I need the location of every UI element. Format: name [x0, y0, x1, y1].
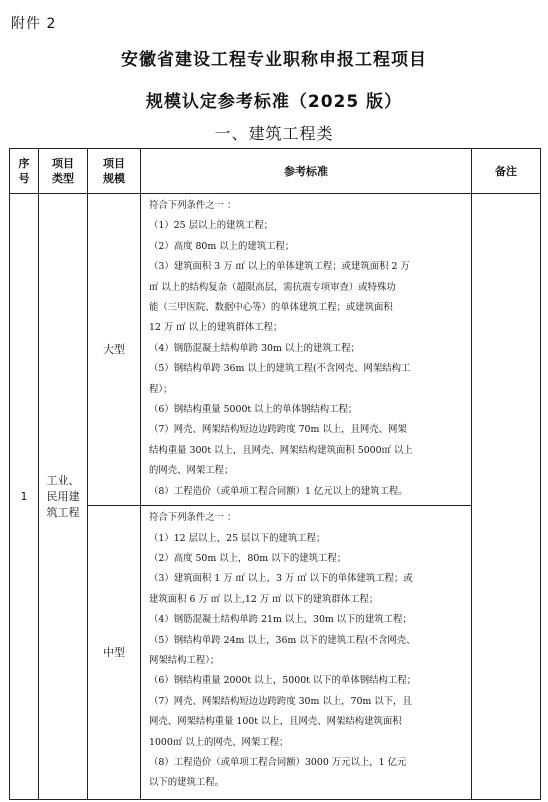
header-remarks: 备注 [472, 149, 541, 194]
header-seq [10, 149, 39, 194]
criteria-line: （8）工程造价（或单项工程合同额）3000 万元以上，1 亿元 [149, 756, 407, 768]
criteria-medium [141, 506, 472, 800]
header-seq-line: 序 [18, 157, 30, 170]
header-type-line: 项目 [52, 157, 74, 170]
type-line: 筑工程 [46, 505, 80, 519]
scale-medium: 中型 [88, 506, 141, 800]
header-criteria: 参考标准 [141, 149, 472, 194]
criteria-line: 程）； [149, 383, 173, 395]
criteria-line: 符合下列条件之一 ： [149, 200, 237, 211]
header-seq-line: 号 [18, 172, 30, 185]
criteria-line: 网架结构工程）； [149, 654, 220, 666]
criteria-line: （8）工程造价（或单项工程合同额）1 亿元以上的建筑工程。 [149, 485, 408, 497]
header-scale-line: 项目 [103, 157, 125, 170]
criteria-line: ㎡ 以上的结构复杂（超限高层，需抗震专项审查）或特殊功 [149, 281, 396, 293]
criteria-line: 1000㎡ 以上的网壳、网架工程； [149, 736, 289, 748]
criteria-line: 网壳、网架结构重量 100t 以上，且网壳、网架结构建筑面积 [149, 716, 402, 728]
header-project-scale [88, 149, 141, 194]
criteria-line: （7）网壳、网架结构短边边跨跨度 30m 以上，70m 以下，且 [149, 695, 412, 707]
attachment-label: 附件 2 [11, 16, 57, 32]
criteria-line: （3）建筑面积 3 万 ㎡ 以上的单体建筑工程；或建筑面积 2 万 [149, 261, 410, 273]
criteria-table [9, 148, 541, 800]
table-header-row [10, 149, 541, 194]
criteria-line: （2）高度 50m 以上，80m 以下的建筑工程； [149, 552, 347, 564]
criteria-line: （6）钢结构重量 5000t 以上的单体钢结构工程； [149, 404, 358, 416]
header-type-line: 类型 [52, 172, 74, 185]
criteria-line: （4）钢筋混凝土结构单跨 21m 以上，30m 以下的建筑工程； [149, 614, 412, 626]
row-project-type [39, 194, 88, 800]
document-title-line1: 安徽省建设工程专业职称申报工程项目 [121, 50, 427, 70]
header-scale-line: 规模 [103, 172, 125, 185]
criteria-line: 12 万 ㎡ 以上的建筑群体工程； [149, 322, 283, 334]
criteria-line: （1）12 层以上，25 层以下的建筑工程； [149, 532, 326, 544]
criteria-line: （5）钢结构单跨 36m 以上的建筑工程(不含网壳、网架结构工 [149, 363, 411, 375]
criteria-line: 结构重量 300t 以上，且网壳、网架结构建筑面积 5000㎡ 以上 [149, 444, 413, 456]
criteria-line: 的网壳、网架工程； [149, 465, 234, 477]
type-line: 工业、 [46, 473, 80, 487]
criteria-line: （5）钢结构单跨 24m 以上，36m 以下的建筑工程(不含网壳、 [149, 634, 416, 646]
header-project-type [39, 149, 88, 194]
type-line: 民用建 [46, 489, 80, 503]
criteria-line: 符合下列条件之一 ： [149, 512, 237, 524]
criteria-large [141, 194, 472, 506]
criteria-line: （6）钢结构重量 2000t 以上，5000t 以下的单体钢结构工程； [149, 675, 417, 687]
table-row [10, 506, 541, 800]
criteria-line: （1）25 层以上的建筑工程； [149, 220, 274, 232]
criteria-line: （4）钢筋混凝土结构单跨 30m 以上的建筑工程； [149, 342, 360, 354]
row-remarks [472, 194, 541, 800]
row-seq: 1 [10, 194, 39, 800]
criteria-line: 建筑面积 6 万 ㎡ 以上,12 万 ㎡ 以下的建筑群体工程； [149, 593, 379, 605]
table-row [10, 194, 541, 506]
criteria-line: 以下的建筑工程。 [149, 777, 225, 789]
section-heading: 一、建筑工程类 [214, 124, 334, 143]
scale-large: 大型 [88, 194, 141, 506]
criteria-line: （3）建筑面积 1 万 ㎡ 以上，3 万 ㎡ 以下的单体建筑工程；或 [149, 573, 413, 585]
criteria-line: （2）高度 80m 以上的建筑工程； [149, 240, 295, 252]
criteria-line: 能（三甲医院、数据中心等）的单体建筑工程；或建筑面积 [149, 302, 393, 314]
criteria-line: （7）网壳、网架结构短边边跨跨度 70m 以上，且网壳、网架 [149, 424, 407, 436]
document-title-line2: 规模认定参考标准（2025 版） [145, 92, 403, 112]
